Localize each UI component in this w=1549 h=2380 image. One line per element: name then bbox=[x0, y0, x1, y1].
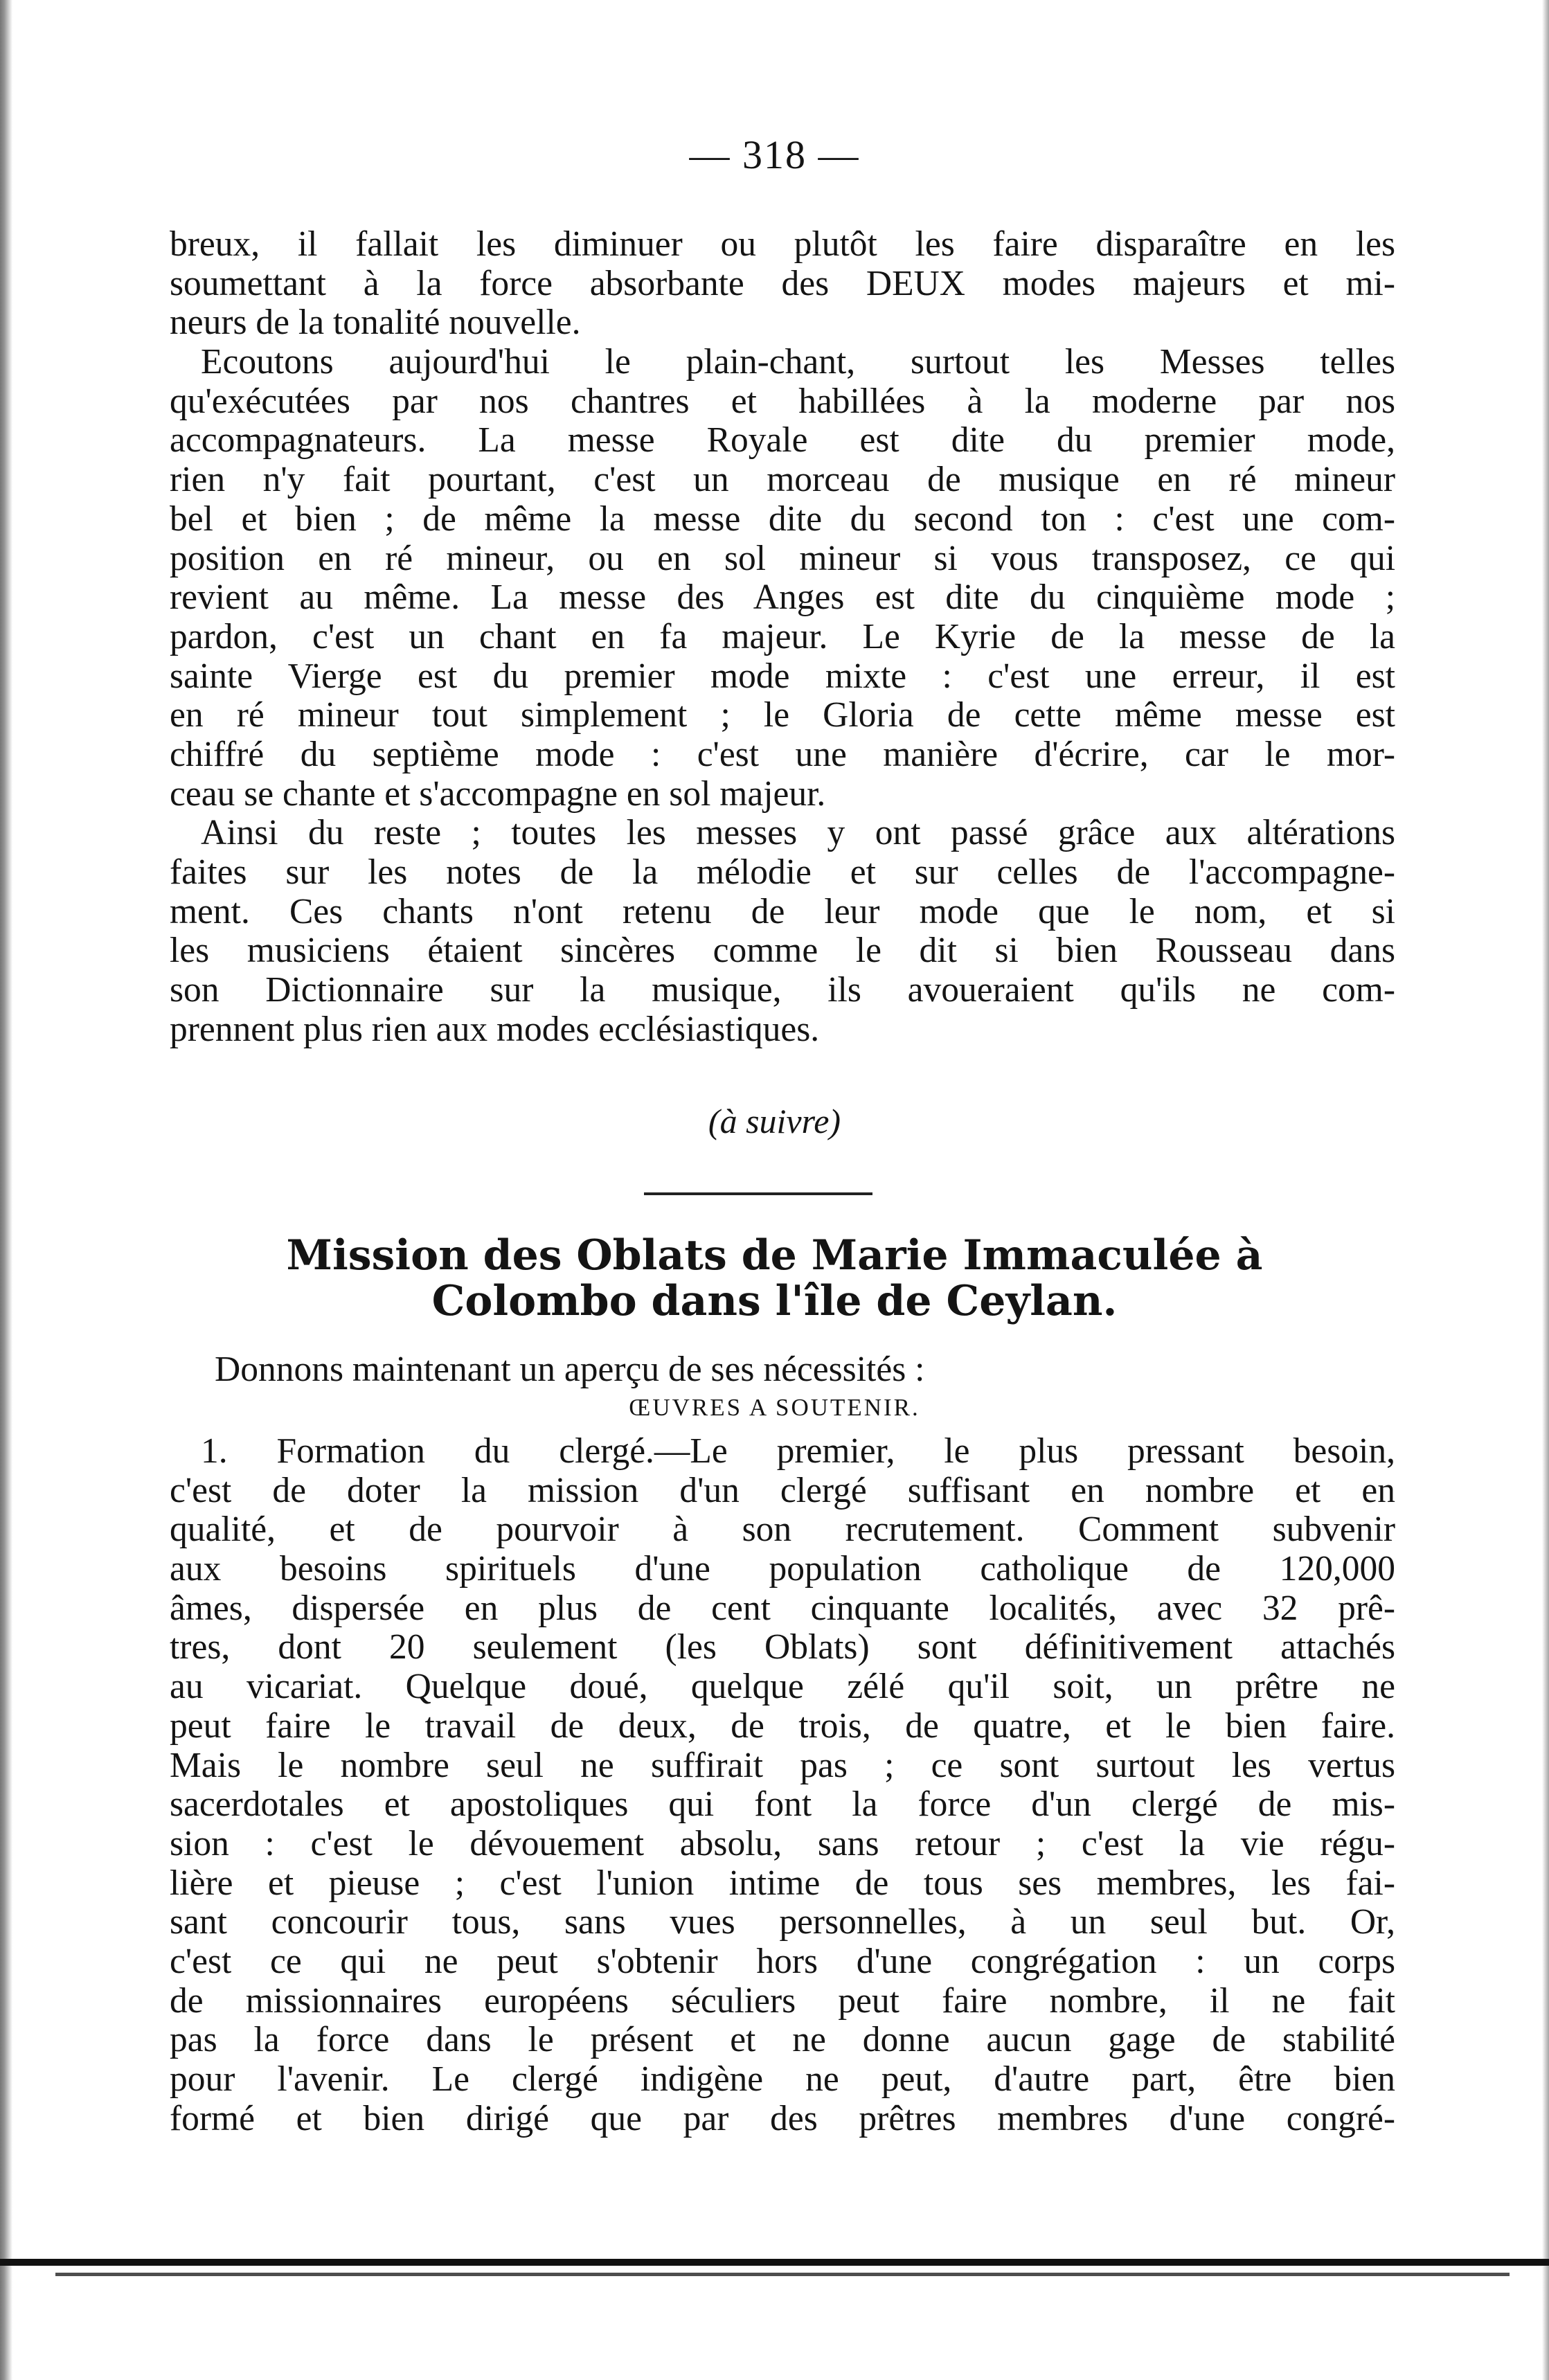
text-line: qu'exécutées par nos chantres et habillées à la moderne par nos bbox=[170, 381, 1395, 421]
text-line: tres, dont 20 seulement (les Oblats) sont définitivement attachés bbox=[170, 1627, 1395, 1667]
text-line: rien n'y fait pourtant, c'est un morceau de musique en ré mineur bbox=[170, 460, 1395, 500]
page-number: — 318 — bbox=[689, 132, 860, 177]
text-line: Mais le nombre seul ne suffirait pas ; ce sont surtout les vertus bbox=[170, 1745, 1395, 1785]
text-line: pas la force dans le présent et ne donne aucun gage de stabilité bbox=[170, 2020, 1395, 2060]
section-title-line-1: Mission des Oblats de Marie Immaculée à bbox=[286, 1231, 1263, 1280]
text-line: c'est ce qui ne peut s'obtenir hors d'une congrégation : un corps bbox=[170, 1941, 1395, 1981]
text-line: pardon, c'est un chant en fa majeur. Le Kyrie de la messe de la bbox=[170, 616, 1395, 656]
section-paragraphs bbox=[170, 1432, 1395, 2138]
text-line: ceau se chante et s'accompagne en sol majeur. bbox=[170, 773, 826, 814]
text-line: revient au même. La messe des Anges est dite du cinquième mode ; bbox=[170, 578, 1395, 618]
text-line: chiffré du septième mode : c'est une manière d'écrire, car le mor- bbox=[170, 734, 1395, 774]
scan-edge-left bbox=[0, 0, 12, 2380]
text-line: Ainsi du reste ; toutes les messes y ont passé grâce aux altérations bbox=[201, 813, 1395, 853]
text-line: qualité, et de pourvoir à son recrutement. Comment subvenir bbox=[170, 1510, 1395, 1550]
text-line: pour l'avenir. Le clergé indigène ne peut, d'autre part, être bien bbox=[170, 2059, 1395, 2099]
text-line: sacerdotales et apostoliques qui font la force d'un clergé de mis- bbox=[170, 1784, 1395, 1825]
page-bottom-rule-2 bbox=[55, 2273, 1510, 2276]
scan-edge-right bbox=[1542, 0, 1549, 2380]
text-line: sion : c'est le dévouement absolu, sans retour ; c'est la vie régu- bbox=[170, 1823, 1395, 1863]
section-lead bbox=[170, 1350, 1395, 1390]
text-line: breux, il fallait les diminuer ou plutôt les faire disparaître en les bbox=[170, 224, 1395, 264]
text-line: formé et bien dirigé que par des prêtres membres d'une congré- bbox=[170, 2098, 1395, 2138]
text-line: sainte Vierge est du premier mode mixte : c'est une erreur, il est bbox=[170, 656, 1395, 696]
text-line: lière et pieuse ; c'est l'union intime de tous ses membres, les fai- bbox=[170, 1863, 1395, 1903]
section-divider bbox=[644, 1192, 872, 1195]
a-suivre-note: (à suivre) bbox=[708, 1102, 841, 1140]
section-title bbox=[0, 1233, 1549, 1324]
text-line: soumettant à la force absorbante des DEUX modes majeurs et mi- bbox=[170, 263, 1395, 303]
text-line: 1. Formation du clergé.—Le premier, le plus pressant besoin, bbox=[201, 1431, 1395, 1471]
text-line: son Dictionnaire sur la musique, ils avoueraient qu'ils ne com- bbox=[170, 970, 1395, 1010]
text-line: Ecoutons aujourd'hui le plain-chant, surtout les Messes telles bbox=[201, 342, 1395, 382]
text-line: bel et bien ; de même la messe dite du second ton : c'est une com- bbox=[170, 499, 1395, 539]
text-line: neurs de la tonalité nouvelle. bbox=[170, 303, 581, 343]
text-line: c'est de doter la mission d'un clergé suffisant en nombre et en bbox=[170, 1470, 1395, 1510]
text-line: sant concourir tous, sans vues personnelles, à un seul but. Or, bbox=[170, 1902, 1395, 1942]
text-line: aux besoins spirituels d'une population catholique de 120,000 bbox=[170, 1549, 1395, 1589]
text-line: accompagnateurs. La messe Royale est dite du premier mode, bbox=[170, 420, 1395, 460]
text-line: prennent plus rien aux modes ecclésiastiques. bbox=[170, 1009, 820, 1049]
subheading: ŒUVRES A SOUTENIR. bbox=[629, 1394, 920, 1421]
lead-line: Donnons maintenant un aperçu de ses nécessités : bbox=[215, 1350, 925, 1389]
page-bottom-rule bbox=[0, 2259, 1549, 2266]
section-title-line-2: Colombo dans l'île de Ceylan. bbox=[431, 1277, 1118, 1325]
text-line: peut faire le travail de deux, de trois, de quatre, et le bien faire. bbox=[170, 1706, 1395, 1746]
text-line: ment. Ces chants n'ont retenu de leur mode que le nom, et si bbox=[170, 891, 1395, 931]
text-line: de missionnaires européens séculiers peut faire nombre, il ne fait bbox=[170, 1980, 1395, 2021]
text-line: en ré mineur tout simplement ; le Gloria de cette même messe est bbox=[170, 695, 1395, 735]
text-line: position en ré mineur, ou en sol mineur si vous transposez, ce qui bbox=[170, 538, 1395, 578]
text-line: âmes, dispersée en plus de cent cinquante localités, avec 32 prê- bbox=[170, 1588, 1395, 1628]
text-line: les musiciens étaient sincères comme le dit si bien Rousseau dans bbox=[170, 931, 1395, 971]
text-line: faites sur les notes de la mélodie et sur celles de l'accompagne- bbox=[170, 852, 1395, 892]
text-line: au vicariat. Quelque doué, quelque zélé qu'il soit, un prêtre ne bbox=[170, 1667, 1395, 1707]
intro-paragraphs bbox=[170, 225, 1395, 1049]
